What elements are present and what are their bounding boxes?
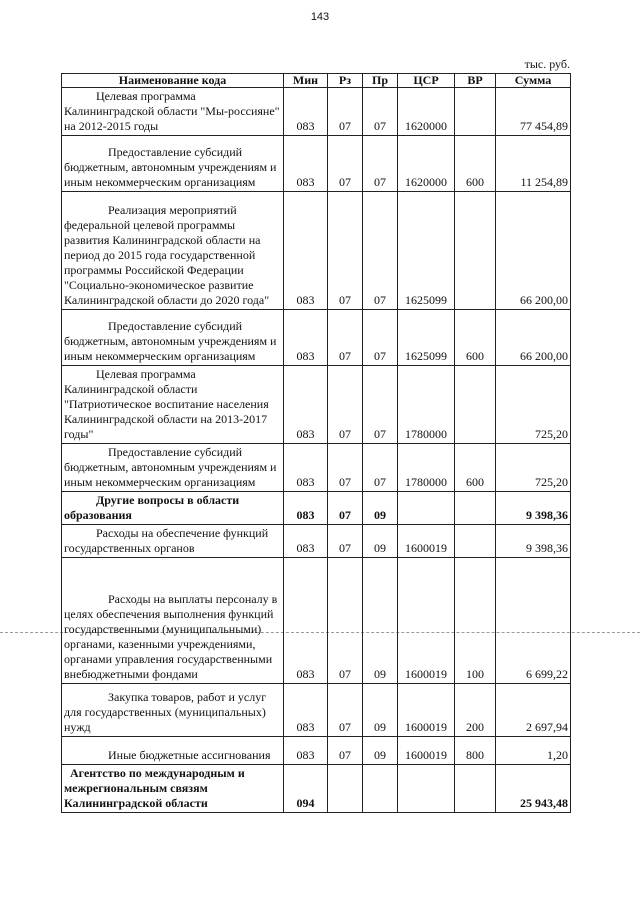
row-name: Другие вопросы в области образования [62, 492, 284, 525]
row-pr: 09 [363, 684, 398, 737]
row-pr: 07 [363, 366, 398, 444]
row-pr: 07 [363, 310, 398, 366]
budget-table [61, 73, 571, 813]
row-min: 083 [284, 310, 328, 366]
row-pr: 07 [363, 136, 398, 192]
header-rz: Рз [328, 74, 363, 88]
row-vr [455, 192, 496, 310]
row-min: 083 [284, 444, 328, 492]
table-row [62, 525, 571, 558]
row-csr: 1625099 [398, 192, 455, 310]
row-min: 083 [284, 737, 328, 765]
row-sum: 77 454,89 [496, 88, 571, 136]
header-pr: Пр [363, 74, 398, 88]
row-csr [398, 492, 455, 525]
row-sum: 725,20 [496, 366, 571, 444]
row-vr: 600 [455, 310, 496, 366]
row-min: 083 [284, 525, 328, 558]
row-name: Предоставление субсидий бюджетным, автономным учреждениям и иным некоммерческим организациям [62, 444, 284, 492]
row-pr: 09 [363, 492, 398, 525]
row-name: Иные бюджетные ассигнования [62, 737, 284, 765]
row-rz: 07 [328, 492, 363, 525]
row-rz: 07 [328, 525, 363, 558]
header-csr: ЦСР [398, 74, 455, 88]
row-rz: 07 [328, 366, 363, 444]
units-label: тыс. руб. [524, 57, 570, 71]
row-sum: 9 398,36 [496, 525, 571, 558]
row-csr [398, 765, 455, 813]
row-min: 083 [284, 492, 328, 525]
row-rz: 07 [328, 684, 363, 737]
table-row [62, 684, 571, 737]
table-row [62, 136, 571, 192]
row-name: Целевая программа Калининградской области "Мы-россияне" на 2012-2015 годы [62, 88, 284, 136]
table-row [62, 558, 571, 684]
row-csr: 1625099 [398, 310, 455, 366]
row-vr [455, 525, 496, 558]
row-vr: 600 [455, 136, 496, 192]
row-name: Предоставление субсидий бюджетным, автономным учреждениям и иным некоммерческим организациям [62, 136, 284, 192]
row-min: 083 [284, 558, 328, 684]
table-row [62, 88, 571, 136]
row-csr: 1600019 [398, 558, 455, 684]
row-pr: 07 [363, 88, 398, 136]
row-sum: 1,20 [496, 737, 571, 765]
row-csr: 1780000 [398, 444, 455, 492]
row-min: 083 [284, 684, 328, 737]
row-vr [455, 88, 496, 136]
row-sum: 66 200,00 [496, 192, 571, 310]
row-rz: 07 [328, 136, 363, 192]
row-pr: 09 [363, 737, 398, 765]
table-row [62, 737, 571, 765]
row-pr [363, 765, 398, 813]
row-rz: 07 [328, 737, 363, 765]
row-rz: 07 [328, 192, 363, 310]
table-row [62, 444, 571, 492]
row-rz [328, 765, 363, 813]
row-pr: 09 [363, 525, 398, 558]
row-sum: 66 200,00 [496, 310, 571, 366]
row-vr: 200 [455, 684, 496, 737]
row-vr [455, 765, 496, 813]
row-sum: 11 254,89 [496, 136, 571, 192]
table-row [62, 310, 571, 366]
row-name: Закупка товаров, работ и услуг для государственных (муниципальных) нужд [62, 684, 284, 737]
row-vr [455, 366, 496, 444]
row-min: 083 [284, 136, 328, 192]
row-vr: 100 [455, 558, 496, 684]
row-sum: 25 943,48 [496, 765, 571, 813]
row-csr: 1620000 [398, 88, 455, 136]
row-rz: 07 [328, 310, 363, 366]
row-min: 094 [284, 765, 328, 813]
row-pr: 07 [363, 444, 398, 492]
row-sum: 725,20 [496, 444, 571, 492]
row-name: Предоставление субсидий бюджетным, автономным учреждениям и иным некоммерческим организациям [62, 310, 284, 366]
row-rz: 07 [328, 88, 363, 136]
row-name: Расходы на обеспечение функций государственных органов [62, 525, 284, 558]
table-row [62, 492, 571, 525]
row-sum: 6 699,22 [496, 558, 571, 684]
page-number: 143 [310, 11, 330, 23]
row-rz: 07 [328, 558, 363, 684]
row-vr [455, 492, 496, 525]
row-pr: 09 [363, 558, 398, 684]
table-row [62, 192, 571, 310]
table-row [62, 366, 571, 444]
row-rz: 07 [328, 444, 363, 492]
header-name: Наименование кода [62, 74, 284, 88]
row-sum: 2 697,94 [496, 684, 571, 737]
row-csr: 1600019 [398, 737, 455, 765]
row-csr: 1600019 [398, 684, 455, 737]
row-min: 083 [284, 88, 328, 136]
row-name: Агентство по международным и межрегиональным связям Калининградской области [62, 765, 284, 813]
table-header-row [62, 74, 571, 88]
row-csr: 1600019 [398, 525, 455, 558]
row-min: 083 [284, 192, 328, 310]
row-name: Реализация мероприятий федеральной целевой программы развития Калининградской области на период до 2015 года государственной программы Российской Федерации "Социально-экономическое развитие Калининградской области до 2020 года" [62, 192, 284, 310]
row-vr: 600 [455, 444, 496, 492]
row-csr: 1620000 [398, 136, 455, 192]
row-sum: 9 398,36 [496, 492, 571, 525]
row-pr: 07 [363, 192, 398, 310]
header-vr: ВР [455, 74, 496, 88]
row-min: 083 [284, 366, 328, 444]
row-csr: 1780000 [398, 366, 455, 444]
table-row [62, 765, 571, 813]
row-vr: 800 [455, 737, 496, 765]
row-name: Расходы на выплаты персоналу в целях обеспечения выполнения функций государственными (муниципальными) органами, казенными учреждениями, органами управления государственными внебюджетными фондами [62, 558, 284, 684]
header-sum: Сумма [496, 74, 571, 88]
row-name: Целевая программа Калининградской области "Патриотическое воспитание населения Калининградской области на 2013-2017 годы" [62, 366, 284, 444]
header-min: Мин [284, 74, 328, 88]
